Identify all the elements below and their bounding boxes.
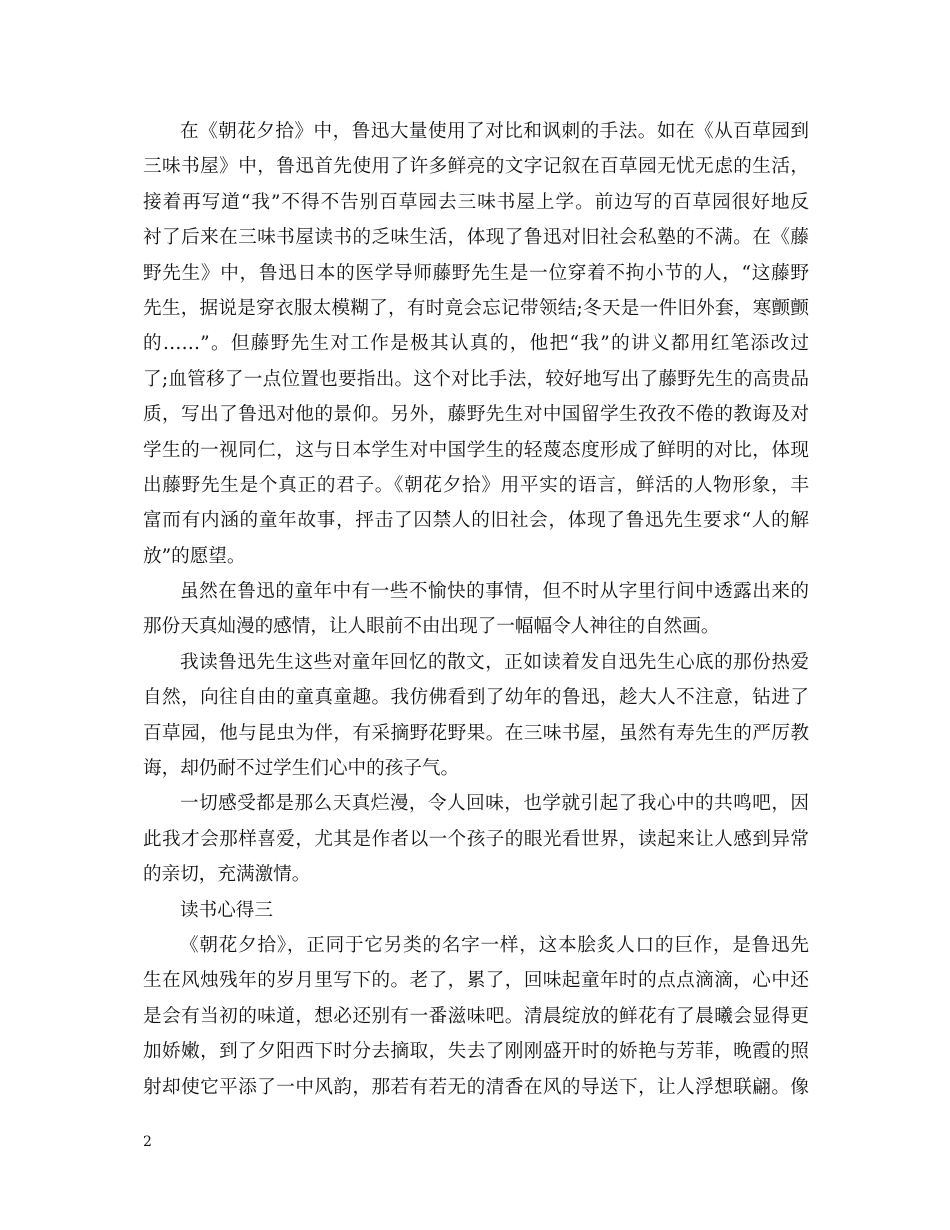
text-line: 虽然在鲁迅的童年中有一些不愉快的事情，但不时从字里行间中透露出来的: [180, 581, 809, 603]
text-line: 是会有当初的味道，想必还别有一番滋味吧。清晨绽放的鲜花有了晨曦会显得更: [143, 1005, 809, 1027]
text-line: 加娇嫩，到了夕阳西下时分去摘取，失去了刚刚盛开时的娇艳与芳菲，晚霞的照: [143, 1041, 809, 1063]
text-line: 放”的愿望。: [143, 545, 246, 567]
text-line: 了;血管移了一点位置也要指出。这个对比手法，较好地写出了藤野先生的高贵品: [143, 368, 809, 390]
text-line: 自然，向往自由的童真童趣。我仿佛看到了幼年的鲁迅，趁大人不注意，钻进了: [143, 687, 809, 709]
text-line: 我读鲁迅先生这些对童年回忆的散文，正如读着发自迅先生心底的那份热爱: [180, 651, 809, 673]
text-line: 此我才会那样喜爱，尤其是作者以一个孩子的眼光看世界，读起来让人感到异常: [143, 828, 809, 850]
text-line: 百草园，他与昆虫为伴，有采摘野花野果。在三味书屋，虽然有寿先生的严厉教: [143, 722, 809, 744]
text-line: 出藤野先生是个真正的君子。《朝花夕拾》用平实的语言，鲜活的人物形象，丰: [143, 474, 809, 496]
text-line: 衬了后来在三味书屋读书的乏味生活，体现了鲁迅对旧社会私塾的不满。在《藤: [143, 227, 809, 249]
body-text: [143, 114, 809, 1105]
page-number: 2: [143, 1134, 152, 1150]
text-line: 《朝花夕拾》，正同于它另类的名字一样，这本脍炙人口的巨作，是鲁迅先: [180, 934, 809, 956]
text-line: 在《朝花夕拾》中，鲁迅大量使用了对比和讽刺的手法。如在《从百草园到: [180, 121, 809, 142]
text-line: 一切感受都是那么天真烂漫，令人回味，也学就引起了我心中的共鸣吧，因: [180, 793, 809, 815]
text-line: 富而有内涵的童年故事，抨击了囚禁人的旧社会，体现了鲁迅先生要求“人的解: [143, 510, 809, 532]
text-line: 射却使它平添了一中风韵，那若有若无的清香在风的导送下，让人浮想联翩。像: [143, 1076, 809, 1098]
text-line: 生在风烛残年的岁月里写下的。老了，累了，回味起童年时的点点滴滴，心中还: [143, 970, 809, 992]
text-line: 接着再写道“我”不得不告别百草园去三味书屋上学。前边写的百草园很好地反: [143, 191, 809, 213]
text-line: 野先生》中，鲁迅日本的医学导师藤野先生是一位穿着不拘小节的人，“这藤野: [143, 262, 809, 284]
text-line: 的……”。但藤野先生对工作是极其认真的，他把“我”的讲义都用红笔添改过: [143, 333, 809, 355]
text-line: 的亲切，充满激情。: [143, 864, 311, 886]
text-line: 那份天真灿漫的感情，让人眼前不由出现了一幅幅令人神往的自然画。: [143, 616, 720, 638]
text-line: 三味书屋》中，鲁迅首先使用了许多鲜亮的文字记叙在百草园无忧无虑的生活，: [143, 156, 809, 178]
text-line: 先生，据说是穿衣服太模糊了，有时竟会忘记带领结;冬天是一件旧外套，寒颤颤: [143, 297, 809, 319]
text-line: 质，写出了鲁迅对他的景仰。另外，藤野先生对中国留学生孜孜不倦的教诲及对: [143, 404, 809, 426]
text-line: 读书心得三: [180, 899, 273, 921]
text-line: 诲，却仍耐不过学生们心中的孩子气。: [143, 758, 460, 780]
text-line: 学生的一视同仁，这与日本学生对中国学生的轻蔑态度形成了鲜明的对比，体现: [143, 439, 809, 461]
